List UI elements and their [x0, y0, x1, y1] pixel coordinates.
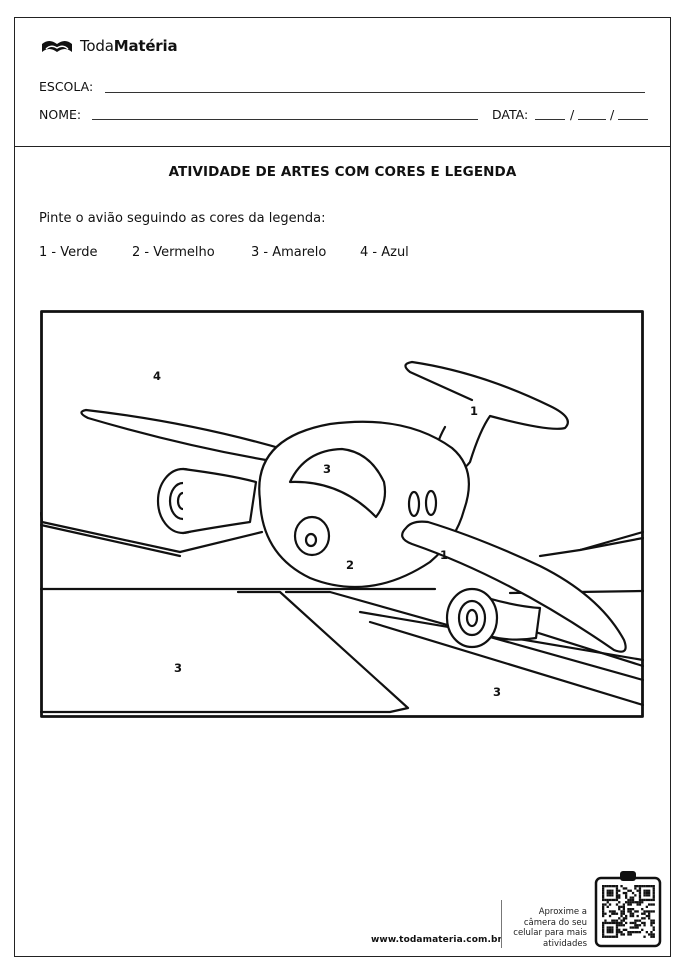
legend-item-blue: 4 - Azul [360, 245, 409, 260]
brand-name: TodaMatéria [80, 37, 178, 55]
date-label: DATA: [492, 107, 529, 122]
activity-title: ATIVIDADE DE ARTES COM CORES E LEGENDA [168, 164, 517, 180]
region-number-runway-right: 3 [493, 685, 502, 699]
todamateria-logo-icon [40, 38, 74, 54]
school-label: ESCOLA: [39, 79, 94, 94]
region-number-cockpit: 3 [323, 462, 332, 476]
region-number-wing-right: 1 [440, 548, 449, 562]
header-divider [15, 146, 670, 147]
region-number-runway-left: 3 [174, 661, 183, 675]
date-separator: / [610, 107, 615, 122]
footer-url[interactable]: www.todamateria.com.br [371, 935, 503, 945]
runway-left [41, 592, 408, 712]
name-field[interactable] [92, 119, 478, 120]
region-number-wing-top: 1 [470, 404, 479, 418]
date-month-field[interactable] [578, 119, 606, 120]
region-number-sky: 4 [153, 369, 162, 383]
ground-right-line [580, 532, 643, 550]
engine-right [447, 589, 497, 647]
date-year-field[interactable] [618, 119, 648, 120]
qr-code-icon[interactable] [593, 868, 663, 948]
ground-left-line [41, 525, 180, 556]
qr-instruction: Aproxime a câmera do seu celular para mais atividades [513, 907, 587, 949]
engine-left-body [183, 469, 256, 533]
date-day-field[interactable] [535, 119, 565, 120]
brand-logo[interactable] [40, 37, 177, 55]
wing-left [81, 410, 286, 460]
legend-item-yellow: 3 - Amarelo [251, 245, 327, 260]
legend-item-red: 2 - Vermelho [132, 245, 215, 260]
worksheet-page [14, 17, 671, 957]
region-number-body: 2 [346, 558, 355, 572]
legend-item-green: 1 - Verde [39, 245, 98, 260]
school-field[interactable] [105, 92, 645, 93]
activity-instruction: Pinte o avião seguindo as cores da legenda: [39, 211, 326, 226]
airplane-coloring-drawing[interactable] [40, 310, 644, 720]
footer-divider [501, 900, 502, 948]
date-separator: / [570, 107, 575, 122]
name-label: NOME: [39, 107, 82, 122]
